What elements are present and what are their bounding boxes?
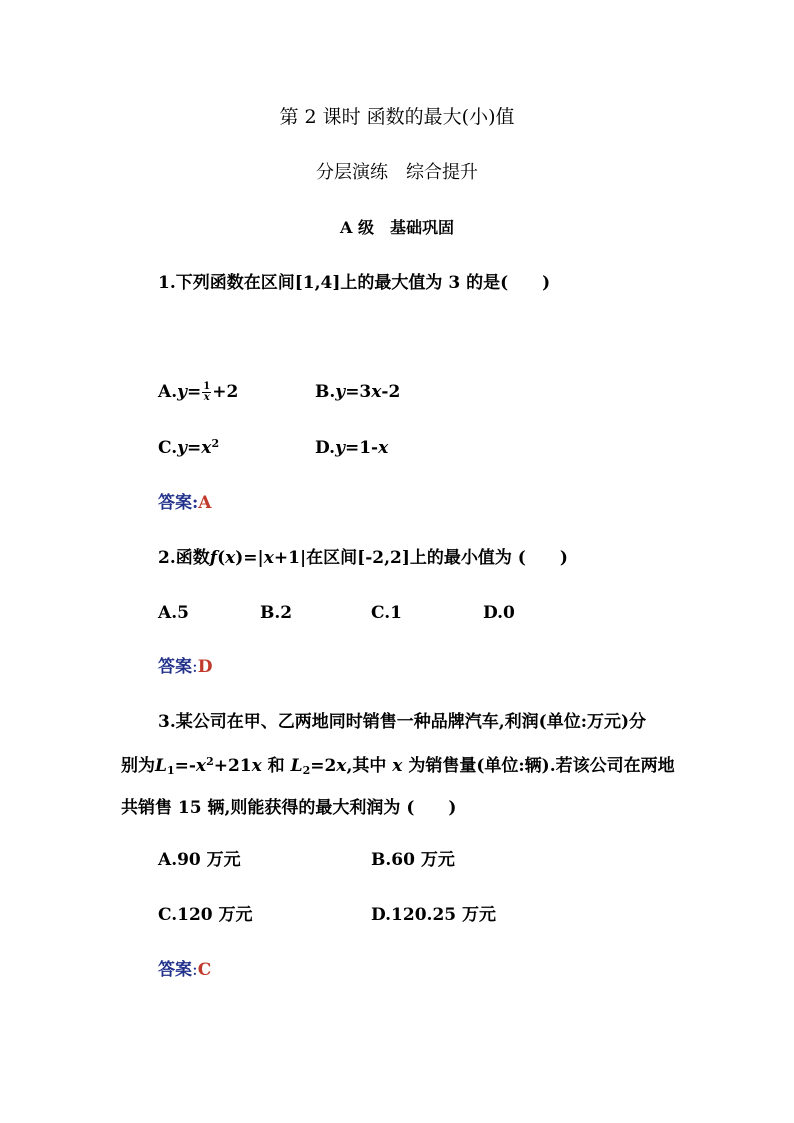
q2-stem-x: x [225,548,236,568]
q3-var-x: x [336,756,347,776]
q2-stem-x: x [263,548,274,568]
q1-option-c-eq: = [187,438,202,458]
q1-option-a-eq: = [187,382,202,402]
section-subtitle: 分层演练 综合提升 [316,162,478,183]
q3-option-c: C.120 万元 [158,905,253,925]
answer-label: 答案: [158,493,199,513]
q2-stem-part: +1|在区间[-2,2]上的最小值为 ( ) [273,548,568,568]
answer-value: C [197,960,212,980]
q2-option-d: D.0 [483,603,515,623]
q3-text: 和 [261,756,291,776]
q3-var-L: L [155,756,167,776]
q1-option-b-eq: =3 [345,382,372,402]
level-heading: A 级 基础巩固 [340,218,454,237]
q1-option-d-eq: =1- [344,438,379,458]
q1-option-a-var: y [177,382,187,402]
q3-text: 别为 [121,756,155,776]
question-1-stem: 1.下列函数在区间[1,4]上的最大值为 3 的是( ) [158,273,551,293]
q1-option-a-tail: +2 [212,382,239,402]
q1-option-d-prefix: D. [315,438,336,458]
answer-label: 答案 [158,657,192,677]
q1-option-b-tail: -2 [381,382,401,402]
question-3-line-2 [121,755,675,777]
q1-option-a [158,381,238,403]
q3-var-L: L [290,756,303,776]
q1-option-a-fraction [202,382,211,403]
q3-option-d: D.120.25 万元 [371,905,497,925]
q3-exponent: 2 [206,755,214,768]
q2-option-a: A.5 [158,603,189,623]
q1-option-a-prefix: A. [158,382,178,402]
q3-subscript: 1 [166,764,175,777]
q3-text: 为销售量(单位:辆).若该公司在两地 [402,756,675,776]
q3-option-b: B.60 万元 [371,850,455,870]
q3-text: =2 [310,756,337,776]
q2-answer [158,656,212,678]
answer-colon: : [192,960,198,980]
q1-option-b-x: x [371,382,382,402]
q1-option-c-prefix: C. [158,438,178,458]
question-3-line-3: 共销售 15 辆,则能获得的最大利润为 ( ) [121,798,457,818]
q1-answer [158,492,211,514]
question-2-stem [158,547,568,569]
q1-option-c-exponent: 2 [211,437,220,450]
q3-subscript: 2 [302,764,311,777]
q2-option-c: C.1 [371,603,402,623]
q1-option-d-x: x [378,438,389,458]
q3-text: =- [174,756,196,776]
answer-value: A [198,493,212,513]
q1-option-b-var: y [335,382,346,402]
q2-option-b: B.2 [260,603,293,623]
q3-text: ,其中 [346,756,393,776]
question-3-line-1: 3.某公司在甲、乙两地同时销售一种品牌汽车,利润(单位:万元)分 [158,712,647,732]
q1-option-b [315,381,400,403]
answer-colon: : [192,657,198,677]
q1-option-c-x: x [201,438,212,458]
q1-option-d-var: y [335,438,345,458]
q3-option-a: A.90 万元 [158,850,241,870]
q3-answer [158,959,211,981]
q3-var-x: x [251,756,262,776]
q3-var-x: x [392,756,403,776]
answer-label: 答案 [158,960,192,980]
q2-stem-f: f [209,548,218,568]
q3-text: +21 [213,756,252,776]
q1-option-c [158,437,219,459]
q2-stem-part: ( [217,548,226,568]
q2-stem-part: )=| [235,548,264,568]
fraction-numerator: 1 [203,381,211,392]
q2-stem-part: 2.函数 [158,548,210,568]
q1-option-b-prefix: B. [315,382,336,402]
q1-option-d [315,437,388,459]
page-title: 第 2 课时 函数的最大(小)值 [279,106,515,128]
q3-var-x: x [195,756,207,776]
fraction-denominator: x [203,392,210,403]
answer-value: D [197,657,213,677]
q1-option-c-var: y [177,438,188,458]
